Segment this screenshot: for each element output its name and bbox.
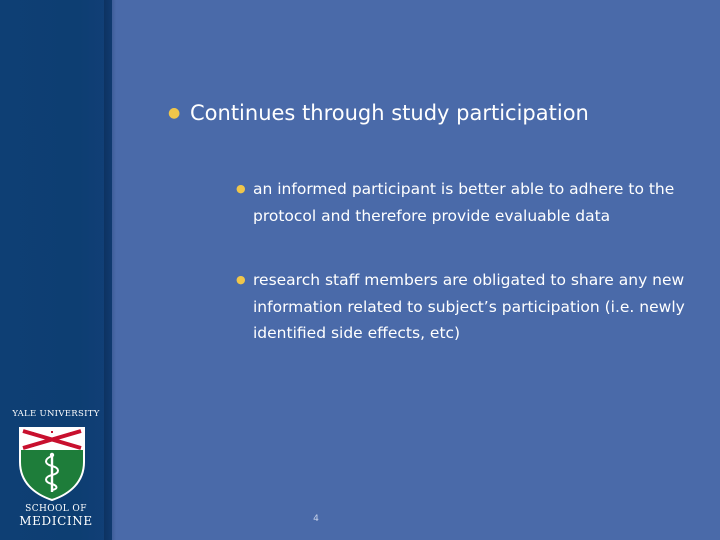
school-of-label: SCHOOL OF (25, 504, 87, 514)
bullet-dot-icon: ● (236, 182, 246, 195)
sub-bullet-text: research staff members are obligated to share any new information related to subject’s participation (i.e. newly identified side effects, etc) (253, 271, 685, 342)
medicine-label: MEDICINE (19, 514, 93, 528)
sub-bullet-item (236, 176, 696, 229)
page-number: 4 (313, 514, 319, 524)
main-bullet-text: Continues through study participation (190, 101, 589, 125)
yale-medicine-shield-icon (18, 426, 86, 502)
sub-bullet-list (236, 176, 696, 385)
university-name: YALE UNIVERSITY (12, 409, 100, 419)
bullet-dot-icon: ● (168, 105, 181, 121)
sub-bullet-item (236, 267, 696, 347)
sidebar-shadow (104, 0, 116, 540)
bullet-dot-icon: ● (236, 273, 246, 286)
sub-bullet-text: an informed participant is better able to adhere to the protocol and therefore provide evaluable data (253, 180, 675, 225)
